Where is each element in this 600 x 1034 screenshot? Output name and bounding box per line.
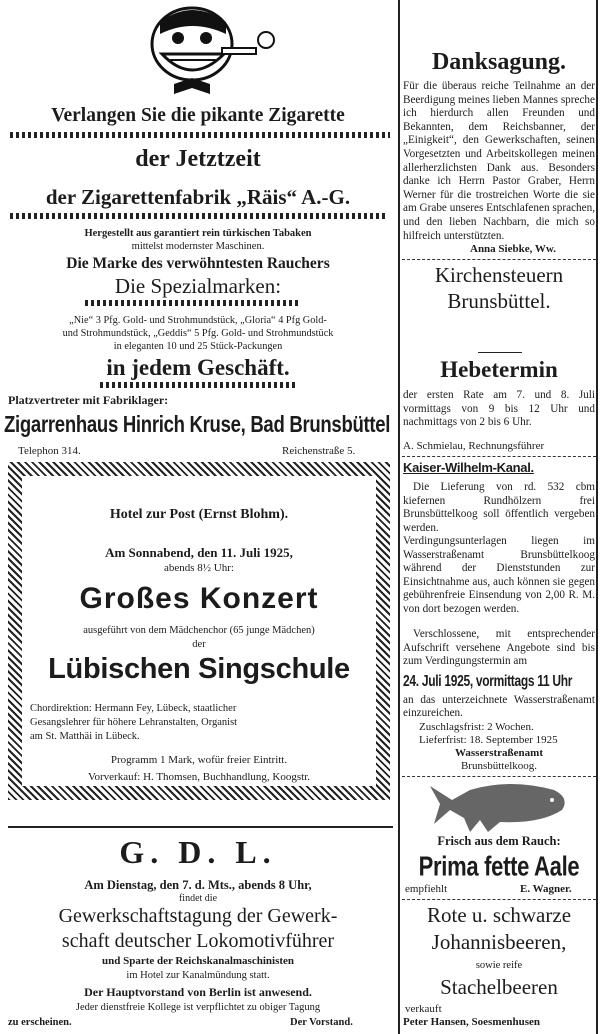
- divider: [8, 826, 393, 828]
- canal-paragraph: Verschlossene, mit entsprechender Aufschrift versehene Angebote sind bis zum Verdingungstermin am: [403, 628, 595, 668]
- hotel-name: Hotel zur Post (Ernst Blohm).: [109, 507, 289, 522]
- divider: [478, 352, 522, 353]
- page-edge: [596, 0, 598, 1034]
- gdl-text: und Sparte der Reichskanalmaschinisten: [101, 955, 295, 967]
- gdl-event: schaft deutscher Lokomotivführer: [61, 930, 335, 952]
- church-tax-title: Brunsbüttel.: [447, 289, 551, 313]
- gdl-title: G. D. L.: [119, 834, 277, 870]
- berries-line: Johannisbeeren,: [431, 930, 567, 954]
- canal-deadline: 24. Juli 1925, vormittags 11 Uhr: [403, 671, 573, 690]
- divider: [402, 776, 596, 777]
- ad-text: Hergestellt aus garantiert rein türkischen Tabaken: [84, 228, 312, 239]
- divider: [402, 259, 596, 260]
- eel-recommends: empfiehlt: [405, 883, 448, 895]
- gdl-board: Der Hauptvorstand von Berlin ist anwesend.: [84, 985, 312, 999]
- church-tax-title: Kirchensteuern: [434, 263, 564, 287]
- canal-title: Kaiser-Wilhelm-Kanal.: [403, 460, 534, 475]
- thanks-signature: Anna Siebke, Ww.: [470, 243, 556, 255]
- ad-text: „Nie“ 3 Pfg. Gold- und Strohmundstück, „Gloria“ 4 Pfg Gold-: [69, 315, 327, 326]
- ad-line: der Zigarettenfabrik „Räis“ A.-G.: [45, 185, 351, 209]
- ad-text: und Strohmundstück, „Geddis“ 5 Pfg. Gold- und Strohmundstück: [62, 328, 334, 339]
- eel-pre: Frisch aus dem Rauch:: [437, 834, 561, 848]
- gdl-text: zu erscheinen.: [8, 1017, 72, 1028]
- canal-signature: Brunsbüttelkoog.: [460, 760, 538, 772]
- gdl-venue: im Hotel zur Kanalmündung statt.: [126, 970, 270, 981]
- gdl-text: Jeder dienstfreie Kollege ist verpflichtet zu obiger Tagung: [75, 1002, 321, 1013]
- concert-title: Großes Konzert: [79, 582, 319, 615]
- gdl-event: Gewerkschaftstagung der Gewerk-: [58, 905, 338, 927]
- concert-text: Gesangslehrer für höhere Lehranstalten, Organist: [30, 717, 238, 728]
- ad-street: Reichenstraße 5.: [282, 445, 356, 457]
- canal-delivery-period: Lieferfrist: 18. September 1925: [419, 734, 558, 746]
- decorative-rule: [10, 213, 385, 219]
- ad-phone: Telephon 314.: [18, 445, 81, 457]
- ad-special: Die Spezialmarken:: [114, 274, 282, 298]
- decorative-rule: [100, 382, 295, 388]
- concert-text: der: [192, 639, 206, 650]
- gdl-date: Am Dienstag, den 7. d. Mts., abends 8 Uhr,: [84, 878, 312, 892]
- church-tax-signature: A. Schmielau, Rechnungsführer: [403, 440, 545, 452]
- berries-seller: Peter Hansen, Soesmenhusen: [403, 1016, 540, 1028]
- canal-paragraph: Die Lieferung von rd. 532 cbm kiefernen Rundhölzern frei Brunsbüttelkoog soll öffentlich vergeben werden.: [403, 481, 595, 534]
- concert-program: Programm 1 Mark, wofür freier Eintritt.: [110, 754, 288, 766]
- gdl-text: findet die: [178, 893, 218, 904]
- berries-sells: verkauft: [405, 1003, 442, 1015]
- canal-signature: Wasserstraßenamt: [455, 747, 543, 759]
- gdl-signature: Der Vorstand.: [290, 1017, 353, 1028]
- decorative-rule: [85, 300, 300, 306]
- canal-paragraph: an das unterzeichnete Wasserstraßenamt einzureichen.: [403, 694, 595, 719]
- fish-illustration: [430, 780, 570, 832]
- ad-line: der Jetztzeit: [135, 146, 261, 172]
- berries-line: Rote u. schwarze: [426, 903, 572, 927]
- ad-text: Platzvertreter mit Fabriklager:: [8, 393, 169, 407]
- thanks-body: Für die überaus reiche Teilnahme an der Beerdigung meines lieben Mannes spreche ich hierdurch allen Freunden und Bekannten, dem Reichsbanner, der „Einigkeit“, den Gewerkschaften, seinen Vorgesetzten und Arbeitskollegen meinen allerherzlichsten Dank aus. Besonders danke ich Herrn Pastor Graber, Herrn Werner für die trostreichen Worte die sie am Grabe unseres Entschlafenen sprachen, und den lieben Nachbarn, die mich so hilfreich unterstützten.: [403, 80, 595, 242]
- thanks-title: Danksagung.: [431, 49, 567, 75]
- decorative-rule: [10, 132, 390, 138]
- canal-award-period: Zuschlagsfrist: 2 Wochen.: [419, 721, 534, 733]
- collection-body: der ersten Rate am 7. und 8. Juli vormittags von 9 bis 12 Uhr und nachmittags von 2 bis 6 Uhr.: [403, 389, 595, 429]
- concert-text: am St. Matthäi in Lübeck.: [30, 731, 140, 742]
- divider: [402, 899, 596, 900]
- canal-paragraph: Verdingungsunterlagen liegen im Wasserstraßenamt Brunsbüttelkoog während der Dienststunden zur Einsichtnahme aus, auch können sie gegen gebührenfreie Einsendung von 2,00 R. M. von dort bezogen werden.: [403, 535, 595, 615]
- smiling-face-cigarette-illustration: [130, 4, 280, 96]
- ad-everywhere: in jedem Geschäft.: [106, 355, 290, 380]
- concert-date: Am Sonnabend, den 11. Juli 1925,: [105, 545, 293, 560]
- eel-title: Prima fette Aale: [418, 850, 580, 882]
- collection-date-heading: Hebetermin: [440, 357, 558, 382]
- ad-agent: Zigarrenhaus Hinrich Kruse, Bad Brunsbüttel: [4, 412, 391, 438]
- eel-seller: E. Wagner.: [520, 883, 572, 895]
- ad-text: mittelst modernster Maschinen.: [131, 241, 265, 252]
- ad-headline: Verlangen Sie die pikante Zigarette: [51, 105, 345, 126]
- divider: [402, 456, 596, 457]
- berries-line: sowie reife: [475, 960, 523, 971]
- column-divider: [398, 0, 400, 1034]
- school-name: Lübischen Singschule: [48, 653, 350, 685]
- concert-presale: Vorverkauf: H. Thomsen, Buchhandlung, Koogstr.: [87, 771, 310, 783]
- ad-slogan: Die Marke des verwöhntesten Rauchers: [66, 255, 330, 272]
- concert-time: abends 8½ Uhr:: [164, 562, 234, 574]
- berries-line: Stachelbeeren: [440, 975, 558, 999]
- concert-text: Chordirektion: Hermann Fey, Lübeck, staatlicher: [30, 703, 237, 714]
- concert-performer: ausgeführt von dem Mädchenchor (65 junge Mädchen): [83, 625, 315, 636]
- ad-text: in eleganten 10 und 25 Stück-Packungen: [113, 341, 283, 352]
